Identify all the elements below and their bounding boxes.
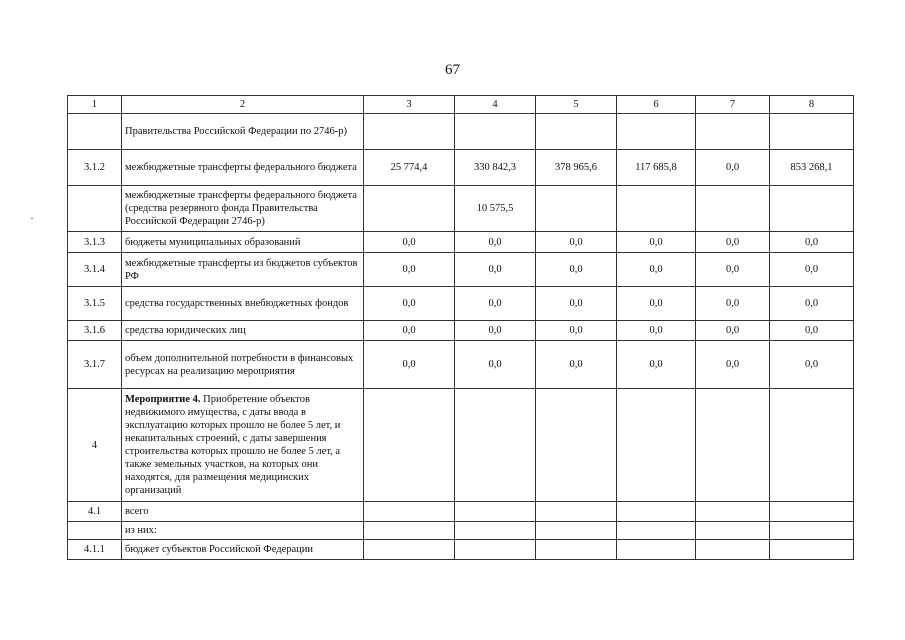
value-cell: 0,0 [455, 287, 536, 321]
value-cell: 0,0 [696, 232, 770, 253]
row-description-text: всего [125, 506, 149, 517]
value-cell: 0,0 [364, 287, 455, 321]
value-cell [455, 522, 536, 540]
value-cell: 0,0 [364, 253, 455, 287]
header-cell: 5 [536, 96, 617, 114]
header-cell: 3 [364, 96, 455, 114]
value-cell: 0,0 [536, 321, 617, 341]
header-cell: 7 [696, 96, 770, 114]
value-cell: 0,0 [617, 232, 696, 253]
budget-table [67, 95, 854, 560]
row-description [122, 321, 364, 341]
value-cell [536, 522, 617, 540]
row-description-text: объем дополнительной потребности в финансовых ресурсах на реализацию мероприятия [125, 352, 354, 377]
header-cell: 2 [122, 96, 364, 114]
table-row [68, 522, 854, 540]
row-description-text: межбюджетные трансферты федерального бюджета (средства резервного фонда Правительства Российской Федерации 2746-р) [125, 190, 357, 227]
value-cell: 0,0 [696, 253, 770, 287]
value-cell: 0,0 [770, 321, 854, 341]
value-cell [536, 114, 617, 150]
row-description [122, 341, 364, 389]
header-cell: 4 [455, 96, 536, 114]
row-description [122, 232, 364, 253]
value-cell [696, 186, 770, 232]
row-description-text: межбюджетные трансферты федерального бюджета [125, 162, 357, 173]
table-row [68, 287, 854, 321]
row-description-text: бюджеты муниципальных образований [125, 236, 301, 248]
value-cell: 0,0 [770, 253, 854, 287]
value-cell [455, 502, 536, 522]
value-cell: 0,0 [536, 341, 617, 389]
value-cell [455, 389, 536, 502]
table-row [68, 232, 854, 253]
value-cell: 0,0 [617, 253, 696, 287]
row-description-text: средства государственных внебюджетных фондов [125, 298, 349, 309]
value-cell [770, 502, 854, 522]
value-cell: 0,0 [770, 287, 854, 321]
row-code: 4.1 [68, 502, 122, 522]
row-description-text: межбюджетные трансферты из бюджетов субъектов РФ [125, 257, 358, 282]
value-cell [617, 502, 696, 522]
value-cell [364, 114, 455, 150]
value-cell: 0,0 [696, 341, 770, 389]
row-description-text: Правительства Российской Федерации по 2746-р) [125, 126, 348, 137]
value-cell [364, 389, 455, 502]
value-cell [364, 540, 455, 560]
row-description-text: средства юридических лиц [125, 325, 246, 336]
value-cell [455, 114, 536, 150]
value-cell: 25 774,4 [364, 150, 455, 186]
row-description [122, 502, 364, 522]
row-description [122, 522, 364, 540]
value-cell [536, 389, 617, 502]
value-cell: 0,0 [617, 321, 696, 341]
row-description [122, 150, 364, 186]
row-description [122, 389, 364, 502]
row-code [68, 114, 122, 150]
value-cell: 378 965,6 [536, 150, 617, 186]
value-cell [536, 540, 617, 560]
table-row [68, 150, 854, 186]
row-code: 3.1.5 [68, 287, 122, 321]
value-cell: 0,0 [536, 253, 617, 287]
table-row [68, 540, 854, 560]
value-cell [770, 540, 854, 560]
value-cell: 0,0 [770, 341, 854, 389]
row-code: 4.1.1 [68, 540, 122, 560]
value-cell: 0,0 [536, 287, 617, 321]
value-cell: 0,0 [455, 341, 536, 389]
value-cell: 0,0 [696, 150, 770, 186]
value-cell [617, 114, 696, 150]
row-description [122, 540, 364, 560]
row-code: 3.1.2 [68, 150, 122, 186]
value-cell: 0,0 [364, 341, 455, 389]
value-cell: 0,0 [696, 321, 770, 341]
value-cell [455, 540, 536, 560]
value-cell [696, 114, 770, 150]
value-cell: 0,0 [770, 232, 854, 253]
value-cell: 0,0 [696, 287, 770, 321]
value-cell [770, 522, 854, 540]
row-description [122, 253, 364, 287]
value-cell [364, 522, 455, 540]
row-code [68, 522, 122, 540]
value-cell: 853 268,1 [770, 150, 854, 186]
value-cell: 330 842,3 [455, 150, 536, 186]
row-code: 3.1.4 [68, 253, 122, 287]
row-description-text: Приобретение объектов недвижимого имущества, с даты ввода в эксплуатацию которых прошло не более 5 лет, и некапитальных строений, с даты завершения строительства которых прошло не более 5 лет, а также земельных участков, на которых они находятся, для размещения медицинских организаций [125, 394, 341, 496]
value-cell [770, 186, 854, 232]
page-number: 67 [445, 62, 460, 78]
table-row [68, 186, 854, 232]
row-code: 4 [68, 389, 122, 502]
row-description-text: из них: [125, 525, 157, 536]
value-cell: 117 685,8 [617, 150, 696, 186]
value-cell [617, 389, 696, 502]
value-cell [696, 522, 770, 540]
value-cell: 0,0 [364, 232, 455, 253]
value-cell: 0,0 [455, 253, 536, 287]
value-cell [696, 540, 770, 560]
value-cell [617, 186, 696, 232]
value-cell: 0,0 [455, 321, 536, 341]
table-header-row [68, 96, 854, 114]
value-cell: 0,0 [455, 232, 536, 253]
value-cell [696, 502, 770, 522]
value-cell: 0,0 [536, 232, 617, 253]
value-cell [364, 502, 455, 522]
table-row [68, 389, 854, 502]
value-cell [696, 389, 770, 502]
value-cell [770, 114, 854, 150]
row-code [68, 186, 122, 232]
table-row [68, 321, 854, 341]
row-code: 3.1.6 [68, 321, 122, 341]
value-cell: 0,0 [617, 287, 696, 321]
row-description-bold: Мероприятие 4. [125, 394, 201, 405]
value-cell [617, 540, 696, 560]
value-cell [536, 502, 617, 522]
value-cell [617, 522, 696, 540]
row-description [122, 287, 364, 321]
header-cell: 8 [770, 96, 854, 114]
table-row [68, 341, 854, 389]
row-code: 3.1.3 [68, 232, 122, 253]
value-cell: 0,0 [617, 341, 696, 389]
table-row [68, 253, 854, 287]
row-description-text: бюджет субъектов Российской Федерации [125, 544, 313, 555]
header-cell: 1 [68, 96, 122, 114]
row-description [122, 186, 364, 232]
table-row [68, 114, 854, 150]
row-code: 3.1.7 [68, 341, 122, 389]
scan-artifact [31, 218, 33, 219]
value-cell: 10 575,5 [455, 186, 536, 232]
value-cell: 0,0 [364, 321, 455, 341]
value-cell [770, 389, 854, 502]
row-description [122, 114, 364, 150]
header-cell: 6 [617, 96, 696, 114]
value-cell [536, 186, 617, 232]
table-row [68, 502, 854, 522]
value-cell [364, 186, 455, 232]
